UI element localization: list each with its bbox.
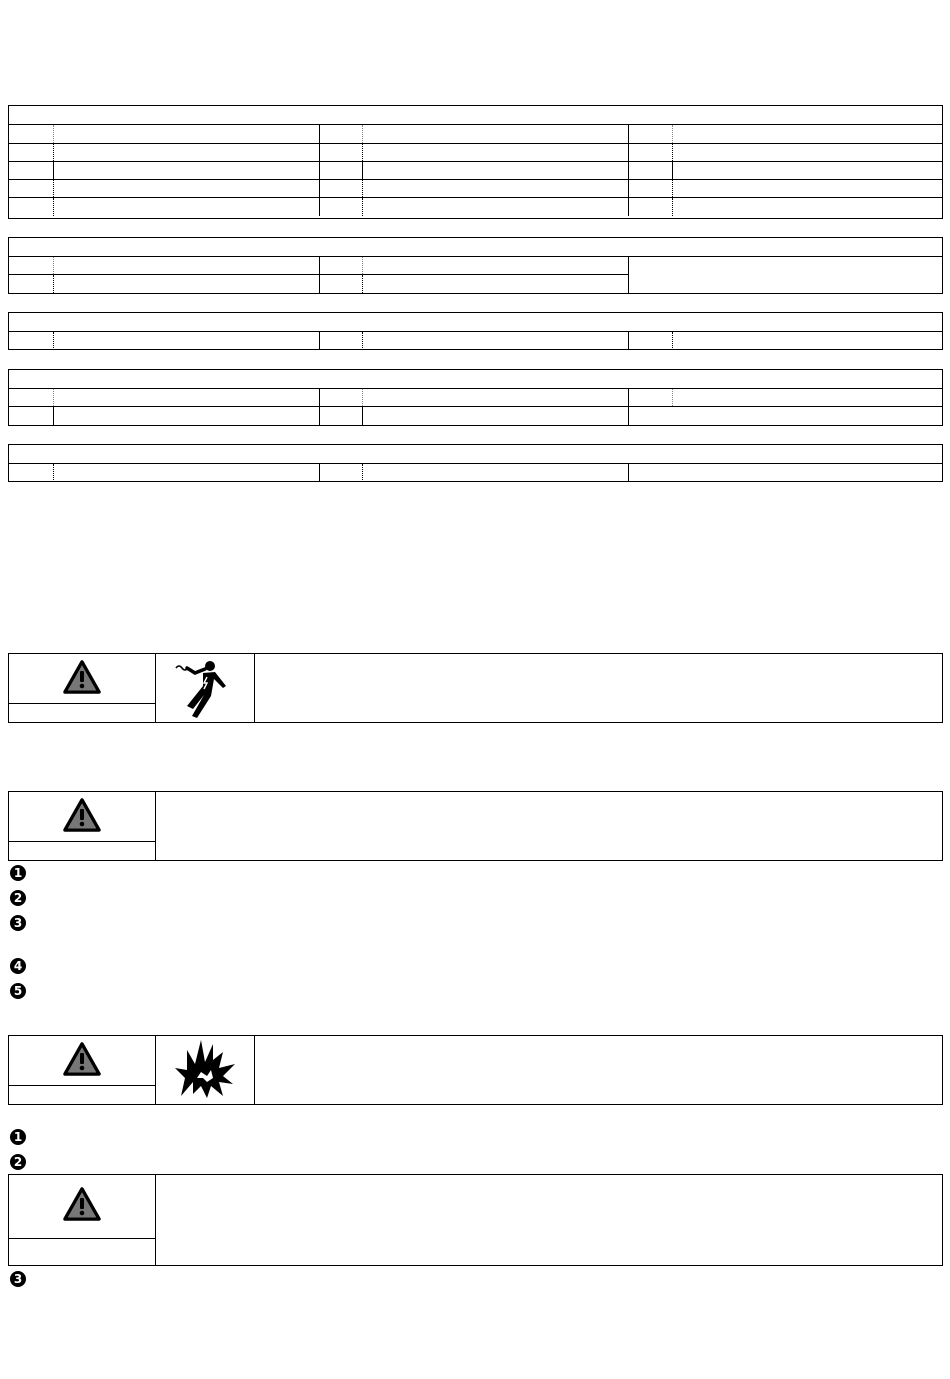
table-row [9, 389, 942, 407]
signal-word-cell [9, 841, 156, 860]
table-row [9, 198, 942, 216]
warning-box-caution [8, 1174, 943, 1266]
table-title-row [9, 106, 942, 125]
signal-word-cell [9, 1238, 156, 1265]
list-marker: 3 [10, 1271, 26, 1287]
warning-label-column [9, 1036, 156, 1104]
electric-shock-icon [173, 660, 237, 718]
warning-box-electric [8, 653, 943, 723]
spec-table-3 [8, 312, 943, 350]
table-row [9, 332, 942, 350]
spec-table-2 [8, 237, 943, 294]
list-marker: 3 [10, 915, 26, 931]
table-row [9, 407, 942, 425]
table-row [9, 144, 942, 162]
spec-table-4 [8, 369, 943, 426]
signal-word-cell [9, 1085, 156, 1104]
spec-table-5 [8, 444, 943, 482]
warning-box-general [8, 791, 943, 861]
signal-word-cell [9, 703, 156, 722]
table-row [9, 257, 629, 275]
warning-label-column [9, 654, 156, 722]
warning-triangle-icon [63, 798, 101, 832]
list-marker: 2 [10, 1154, 26, 1170]
warning-label-column [9, 1175, 156, 1265]
list-marker: 2 [10, 890, 26, 906]
spec-table-1 [8, 105, 943, 219]
list-marker: 4 [10, 958, 26, 974]
warning-triangle-icon [63, 1187, 101, 1221]
list-marker: 5 [10, 983, 26, 999]
list-marker: 1 [10, 1129, 26, 1145]
list-marker: 1 [10, 865, 26, 881]
explosion-icon [173, 1038, 237, 1100]
table-title-row [9, 445, 942, 464]
hazard-pictogram-cell [156, 1036, 255, 1104]
table-row [9, 180, 942, 198]
table-header-row [9, 125, 942, 144]
table-row [9, 275, 942, 293]
table-row [9, 464, 942, 482]
warning-label-column [9, 792, 156, 860]
table-title-row [9, 370, 942, 389]
table-title-row [9, 313, 942, 332]
hazard-pictogram-cell [156, 654, 255, 722]
warning-triangle-icon [63, 1042, 101, 1076]
warning-box-explosion [8, 1035, 943, 1105]
warning-triangle-icon [63, 660, 101, 694]
table-row [9, 162, 942, 180]
table-title-row [9, 238, 942, 257]
